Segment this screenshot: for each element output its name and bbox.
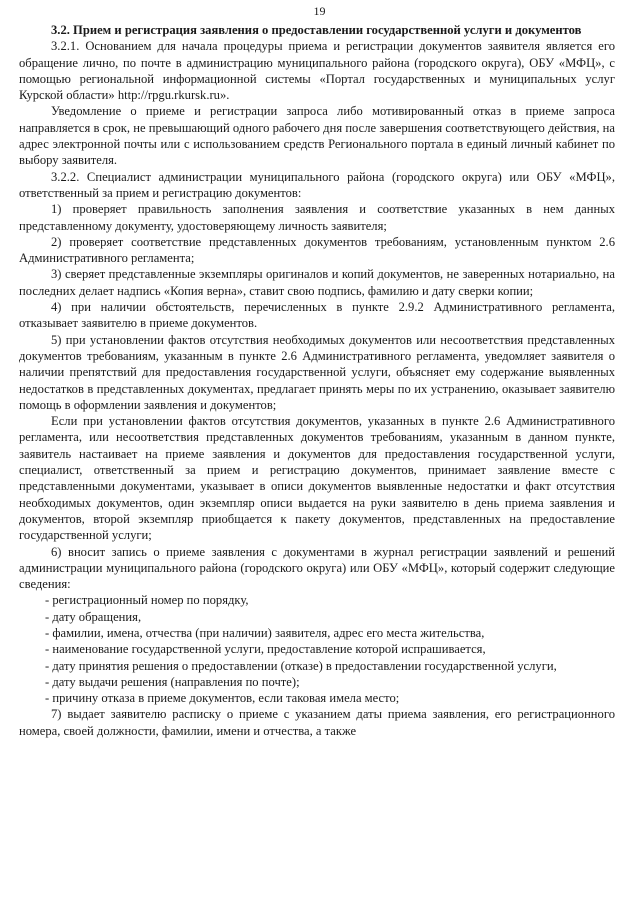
paragraph: 6) вносит запись о приеме заявления с документами в журнал регистрации заявлений и решений администрации муниципального района (городского округа) или ОБУ «МФЦ», который содержит следующие сведения: xyxy=(19,544,615,592)
paragraph: 1) проверяет правильность заполнения заявления и соответствие указанных в нем данных представленному документу, удостоверяющему личность заявителя; xyxy=(19,202,615,233)
paragraph: 2) проверяет соответствие представленных документов требованиям, установленным пунктом 2.6 Административного регламента; xyxy=(19,234,615,266)
paragraph: Если при установлении фактов отсутствия документов, указанных в пункте 2.6 Административного регламента, или несоответствия представленных документов требованиям, указанным в данном пункте, заявитель настаивает на приеме заявления и документов для предоставления государственной услуги, специалист, ответственный за прием и регистрацию документов, принимает заявление вместе с представленными документами, указывает в описи документов выявленные недостатки и факт отсутствия необходимых документов, один экземпляр описи выдается на руки заявителю в день приема заявления и документов, второй экземпляр приобщается к пакету документов, представленных на предоставление государственной услуги; xyxy=(19,414,615,543)
page-number: 19 xyxy=(313,4,326,18)
paragraph: 3) сверяет представленные экземпляры оригиналов и копий документов, не заверенных нотариально, на последних делает надпись «Копия верна», ставит свою подпись, фамилию и дату сверки копии; xyxy=(19,267,615,298)
paragraph: 3.2.1. Основанием для начала процедуры приема и регистрации документов заявителя является его обращение лично, по почте в администрацию муниципального района (городского округа), ОБУ «МФЦ», с помощью региональной информационной системы «Портал государственных и муниципальных услуг Курской области» http://rpgu.rkursk.ru». xyxy=(19,39,615,103)
list-item: - дату обращения, xyxy=(45,609,142,624)
paragraph: 5) при установлении фактов отсутствия необходимых документов или несоответствия представленных документов требованиям, указанным в пункте 2.6 Административного регламента, уведомляет заявителя о наличии препятствий для предоставления государственной услуги, объясняет ему содержание выявленных недостатков в представленных документах, предлагает принять меры по их устранению, оказывает заявителю помощь в оформлении заявления и документов; xyxy=(19,332,615,412)
list-item: - регистрационный номер по порядку, xyxy=(45,593,249,608)
list-item: - причину отказа в приеме документов, если таковая имела место; xyxy=(45,691,400,706)
paragraph: Уведомление о приеме и регистрации запроса либо мотивированный отказ в приеме запроса направляется в срок, не превышающий одного рабочего дня после завершения соответствующего действия, на адрес электронной почты или с использованием средств Регионального портала в единый личный кабинет по выбору заявителя. xyxy=(19,104,615,168)
section-heading: 3.2. Прием и регистрация заявления о предоставлении государственной услуги и документов xyxy=(51,23,582,37)
paragraph: 4) при наличии обстоятельств, перечисленных в пункте 2.9.2 Административного регламента, отказывает заявителю в приеме документов. xyxy=(19,300,615,331)
list-item: - наименование государственной услуги, предоставление которой испрашивается, xyxy=(45,642,486,657)
paragraph: 3.2.2. Специалист администрации муниципального района (городского округа) или ОБУ «МФЦ», ответственный за прием и регистрацию документов: xyxy=(19,169,615,200)
list-item: - фамилии, имена, отчества (при наличии) заявителя, адрес его места жительства, xyxy=(45,625,485,640)
list-item: - дату выдачи решения (направления по почте); xyxy=(45,674,300,689)
document-body xyxy=(19,22,615,739)
paragraph: 7) выдает заявителю расписку о приеме с указанием даты приема заявления, его регистрационного номера, своей должности, фамилии, имени и отчества, а также xyxy=(19,707,615,738)
list-item: - дату принятия решения о предоставлении (отказе) в предоставлении государственной услуги, xyxy=(45,658,557,673)
